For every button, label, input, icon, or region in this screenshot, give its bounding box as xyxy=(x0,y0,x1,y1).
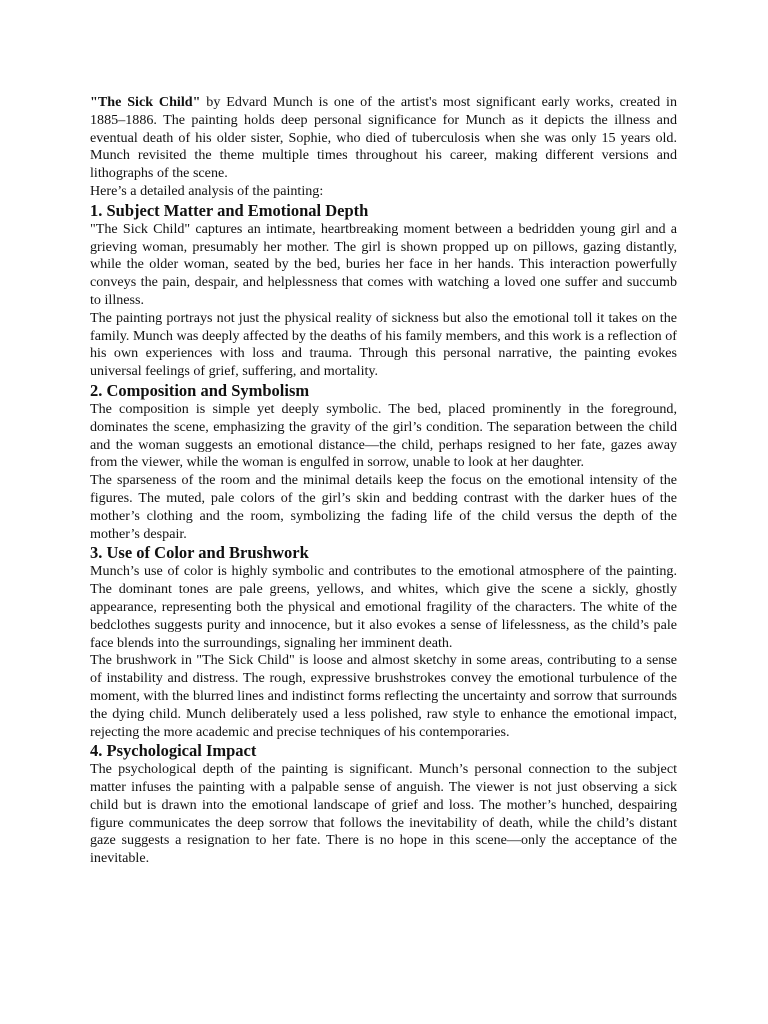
intro-title: "The Sick Child" xyxy=(90,94,201,110)
document-body xyxy=(90,94,677,868)
section-paragraph: Munch’s use of color is highly symbolic and contributes to the emotional atmosphere of the painting. The dominant tones are pale greens, yellows, and whites, which give the scene a sickly, ghostly appearance, representing both the physical and emotional fragility of the characters. The white of the bedclothes suggests purity and innocence, but it also evokes a sense of lifelessness, as the child’s pale face blends into the surroundings, signaling her imminent death. xyxy=(90,563,677,651)
section-paragraph: The sparseness of the room and the minimal details keep the focus on the emotional intensity of the figures. The muted, pale colors of the girl’s skin and bedding contrast with the darker hues of the mother’s clothing and the room, symbolizing the fading life of the child versus the depth of the mother’s despair. xyxy=(90,472,677,542)
intro-paragraph xyxy=(90,94,677,183)
section-paragraph: "The Sick Child" captures an intimate, heartbreaking moment between a bedridden young girl and a grieving woman, presumably her mother. The girl is shown propped up on pillows, gazing distantly, while the older woman, seated by the bed, buries her face in her hands. This interaction powerfully conveys the pain, despair, and helplessness that comes with watching a loved one suffer and succumb to illness. xyxy=(90,220,677,308)
section-heading: 2. Composition and Symbolism xyxy=(90,380,310,400)
section-heading: 4. Psychological Impact xyxy=(90,741,257,761)
section-paragraph: The brushwork in "The Sick Child" is loose and almost sketchy in some areas, contributing to a sense of instability and distress. The rough, expressive brushstrokes convey the emotional turbulence of the moment, with the blurred lines and indistinct forms reflecting the uncertainty and sorrow that surrounds the dying child. Munch deliberately used a less polished, raw style to enhance the emotional impact, rejecting the more academic and precise techniques of his contemporaries. xyxy=(90,652,677,740)
lead-in-line: Here’s a detailed analysis of the painting: xyxy=(90,182,324,199)
intro-text: by Edvard Munch is one of the artist's most significant early works, created in 1885–1886. The painting holds deep personal significance for Munch as it depicts the illness and eventual death of his older sister, Sophie, who died of tuberculosis when she was only 15 years old. Munch revisited the theme multiple times throughout his career, making different versions and lithographs of the scene. xyxy=(90,94,677,182)
section-heading: 1. Subject Matter and Emotional Depth xyxy=(90,200,369,220)
section-paragraph: The psychological depth of the painting is significant. Munch’s personal connection to the subject matter infuses the painting with a palpable sense of anguish. The viewer is not just observing a sick child but is drawn into the emotional landscape of grief and loss. The mother’s hunched, despairing figure communicates the deep sorrow that follows the inevitability of death, while the child’s distant gaze suggests a resignation to her fate. There is no hope in this scene—only the acceptance of the inevitable. xyxy=(90,761,677,867)
section-paragraph: The composition is simple yet deeply symbolic. The bed, placed prominently in the foreground, dominates the scene, emphasizing the gravity of the girl’s condition. The separation between the child and the woman suggests an emotional distance—the child, perhaps resigned to her fate, gazes away from the viewer, while the woman is engulfed in sorrow, unable to look at her daughter. xyxy=(90,400,677,471)
section-paragraph: The painting portrays not just the physical reality of sickness but also the emotional toll it takes on the family. Munch was deeply affected by the deaths of his family members, and this work is a reflection of his own experiences with loss and trauma. Through this personal narrative, the painting evokes universal feelings of grief, suffering, and mortality. xyxy=(90,309,677,380)
section-heading: 3. Use of Color and Brushwork xyxy=(90,543,309,563)
